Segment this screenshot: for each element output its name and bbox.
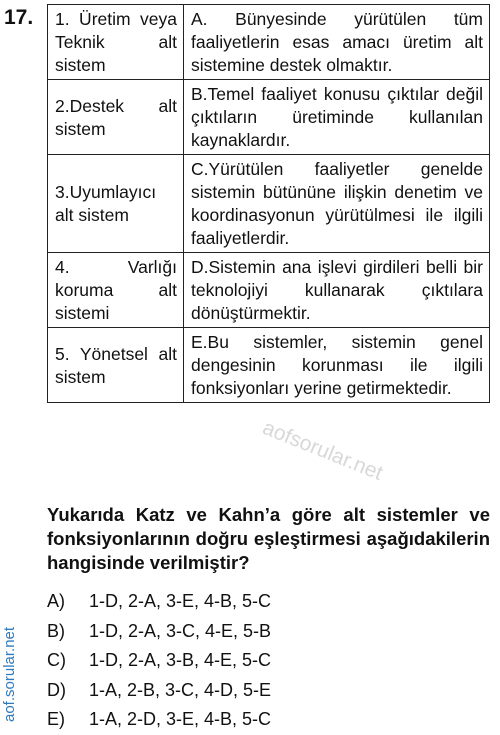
function-cell: C.Yürütülen faaliyetler genelde sistemin bütününe ilişkin denetim ve koordinasyonun yürütülmesi ile ilgili faaliyetlerdir. <box>184 155 490 253</box>
option-label: B) <box>47 620 65 641</box>
table-row <box>48 253 490 328</box>
function-cell: A. Bünyesinde yürütülen tüm faaliyetlerin esas amacı üretim alt sistemine destek olmaktır. <box>184 5 490 80</box>
option-text: 1-A, 2-D, 3-E, 4-B, 5-C <box>89 709 272 729</box>
table-row <box>48 80 490 155</box>
answer-options <box>47 587 271 735</box>
option-text: 1-D, 2-A, 3-C, 4-E, 5-B <box>89 620 272 641</box>
question-number: 17. <box>4 6 34 29</box>
subsystem-cell: 2.Destek alt sistem <box>48 80 184 155</box>
option-label: A) <box>47 591 65 611</box>
option-label: C) <box>47 650 66 670</box>
option-text: 1-D, 2-A, 3-B, 4-E, 5-C <box>89 650 272 670</box>
option-label: E) <box>47 709 65 729</box>
option-c[interactable] <box>47 646 271 676</box>
table-row <box>48 328 490 403</box>
option-e[interactable] <box>47 705 271 735</box>
option-text: 1-D, 2-A, 3-E, 4-B, 5-C <box>89 591 272 611</box>
subsystem-cell: 3.Uyumlayıcı alt sistem <box>48 155 184 253</box>
question-stem: Yukarıda Katz ve Kahn’a göre alt sistemler ve fonksiyonlarının doğru eşleştirmesi aşağıdakilerin hangisinde verilmiştir? <box>47 504 490 573</box>
option-text: 1-A, 2-B, 3-C, 4-D, 5-E <box>89 679 272 700</box>
option-a[interactable] <box>47 587 271 617</box>
diagonal-watermark: aofsorular.net <box>259 416 386 485</box>
side-watermark-text: aof.sorular.net <box>1 626 18 722</box>
function-cell: E.Bu sistemler, sistemin genel dengesinin korunması ile ilgili fonksiyonları yerine getirmektedir. <box>184 328 490 403</box>
option-b[interactable] <box>47 617 271 647</box>
side-watermark <box>2 582 22 722</box>
option-d[interactable] <box>47 676 271 706</box>
option-label: D) <box>47 679 66 700</box>
table-row <box>48 5 490 80</box>
matching-table <box>47 4 490 403</box>
function-cell: D.Sistemin ana işlevi girdileri belli bir teknolojiyi kullanarak çıktılara dönüştürmektir. <box>184 253 490 328</box>
subsystem-cell: 1. Üretim veya Teknik alt sistem <box>48 5 184 80</box>
subsystem-cell: 4. Varlığı koruma alt sistemi <box>48 253 184 328</box>
subsystem-cell: 5. Yönetsel alt sistem <box>48 328 184 403</box>
table-row <box>48 155 490 253</box>
function-cell: B.Temel faaliyet konusu çıktılar değil çıktıların üretiminde kullanılan kaynaklardır. <box>184 80 490 155</box>
